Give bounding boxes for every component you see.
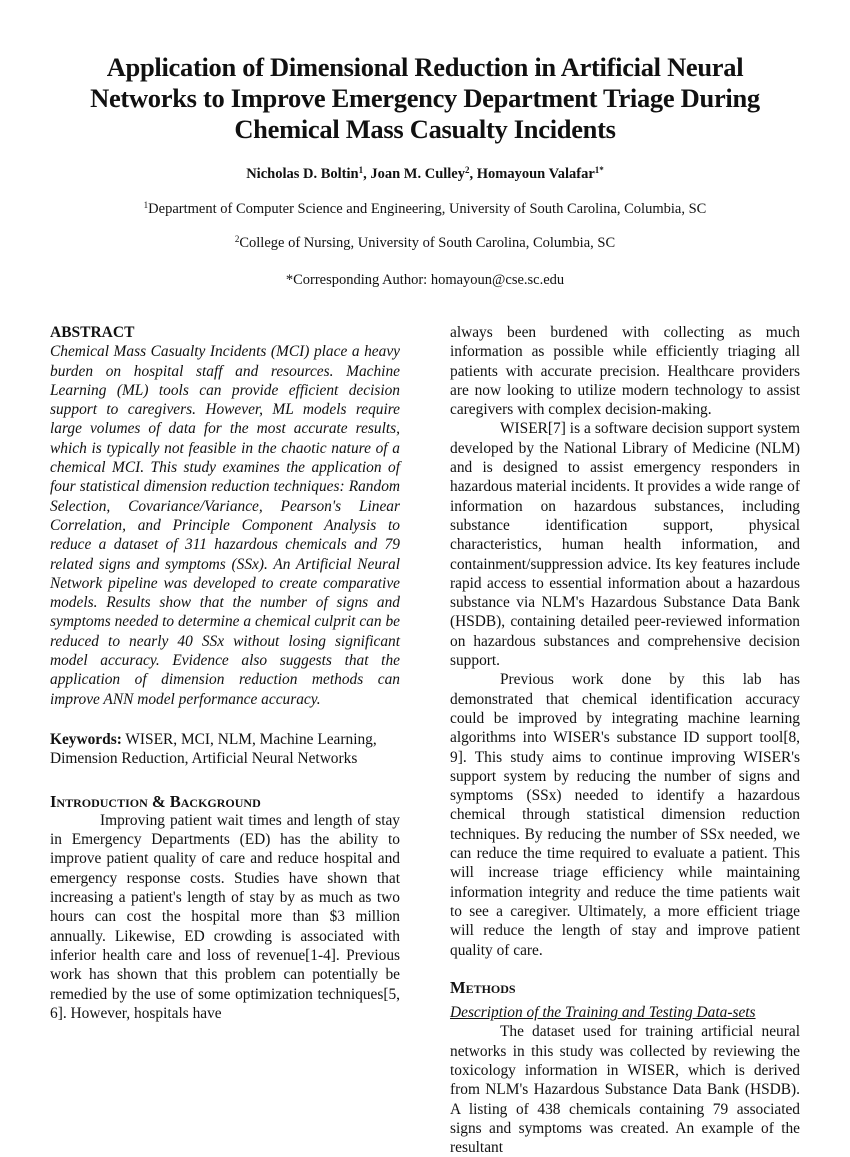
- affiliation-sup: 1: [143, 200, 149, 210]
- abstract-text: Chemical Mass Casualty Incidents (MCI) place a heavy burden on hospital staff and resources. Machine Learning (ML) tools can provide efficient decision support to caregivers. However, ML models require large volumes of data for the most accurate results, which is typically not feasible in the chaotic nature of a chemical MCI. This study examines the application of four statistical dimension reduction techniques: Random Selection, Covariance/Variance, Pearson's Linear Correlation, and Principle Component Analysis to reduce a dataset of 311 hazardous chemicals and 79 related signs and symptoms (SSx). An Artificial Neural Network pipeline was developed to create comparative models. Results show that the number of signs and symptoms needed to determine a chemical culprit can be reduced to nearly 40 SSx without losing significant model accuracy. Evidence also suggests that the application of dimension reduction methods can improve ANN model performance accuracy.: [50, 343, 400, 708]
- author-sup: 1*: [594, 165, 604, 175]
- affiliation-text: College of Nursing, University of South Carolina, Columbia, SC: [239, 235, 616, 251]
- keywords: [50, 730, 400, 769]
- methods-paragraph: The dataset used for training artificial neural networks in this study was collected by reviewing the toxicology information in WISER, which is derived from NLM's Hazardous Substance Data Bank (HSDB). A listing of 438 chemicals containing 79 associated signs and symptoms was created. An example of the resultant: [450, 1023, 800, 1157]
- keywords-text: WISER, MCI, NLM, Machine Learning, Dimension Reduction, Artificial Neural Networks: [50, 730, 377, 768]
- affiliation-sup: 2: [234, 234, 240, 244]
- author-name: Nicholas D. Boltin: [246, 166, 359, 182]
- affiliation: [0, 235, 850, 252]
- abstract-heading: ABSTRACT: [50, 324, 135, 341]
- methods-heading: Methods: [450, 977, 516, 997]
- author-name: Homayoun Valafar: [476, 166, 595, 182]
- keywords-label: Keywords:: [50, 730, 122, 748]
- affiliation-text: Department of Computer Science and Engineering, University of South Carolina, Columbia, SC: [148, 201, 707, 217]
- author-sup: 2: [465, 165, 470, 175]
- paper-title: Application of Dimensional Reduction in Artificial Neural Networks to Improve Emergency Department Triage During Chemical Mass Casualty Incidents: [90, 52, 760, 144]
- intro-paragraph: Previous work done by this lab has demonstrated that chemical identification accuracy could be improved by integrating machine learning algorithms into WISER's substance ID support tool[8, 9]. This study aims to continue improving WISER's support system by reducing the number of signs and symptoms (SSx) needed to identify a hazardous chemical through statistical dimension reduction techniques. By reducing the number of SSx needed, we can reduce the time required to evaluate a patient. This will increase triage efficiency while maintaining information integrity and reduce the time patients wait to see a caregiver. Ultimately, a more efficient triage will reduce the length of stay and improve patient quality of care.: [450, 671, 800, 959]
- right-column: [450, 323, 800, 1157]
- author-name: Joan M. Culley: [370, 166, 465, 182]
- intro-paragraph: Improving patient wait times and length of stay in Emergency Departments (ED) has the ability to improve patient quality of care and reduce hospital and emergency response costs. Studies have shown that increasing a patient's length of stay by as much as two hours can cost the hospital more than $3 million annually. Likewise, ED crowding is associated with inferior health care and loss of revenue[1-4]. Previous work has shown that this problem can potentially be remedied by the use of some optimization techniques[5, 6]. However, hospitals have: [50, 811, 400, 1022]
- author-sup: 1: [358, 165, 364, 175]
- corresponding-author: *Corresponding Author: homayoun@cse.sc.edu: [285, 272, 565, 288]
- methods-subheading: Description of the Training and Testing Data-sets: [450, 1004, 756, 1022]
- author-list: Nicholas D. Boltin$^1$, Joan M. Culley$^2$, Homayoun Valafar$^{1*}$: [246, 165, 604, 182]
- left-column: [50, 323, 400, 1023]
- intro-heading: Introduction & Background: [50, 791, 261, 811]
- intro-paragraph: WISER[7] is a software decision support system developed by the National Library of Medicine (NLM) and is designed to assist emergency responders in hazardous material incidents. It provides a wide range of information on hazardous substances, including substance identification support, physical characteristics, human health information, and containment/suppression advice. Its key features include rapid access to essential information about a hazardous substance via NLM's Hazardous Substance Data Bank (HSDB), containing detailed peer-reviewed information on hazardous substances and comprehensive decision support.: [450, 420, 800, 670]
- affiliation: [0, 201, 850, 218]
- intro-paragraph-cont: always been burdened with collecting as much information as possible while efficiently triaging all patients with accurate precision. Healthcare providers are now looking to utilize modern technology to assist caregivers with complex decision-making.: [450, 324, 800, 419]
